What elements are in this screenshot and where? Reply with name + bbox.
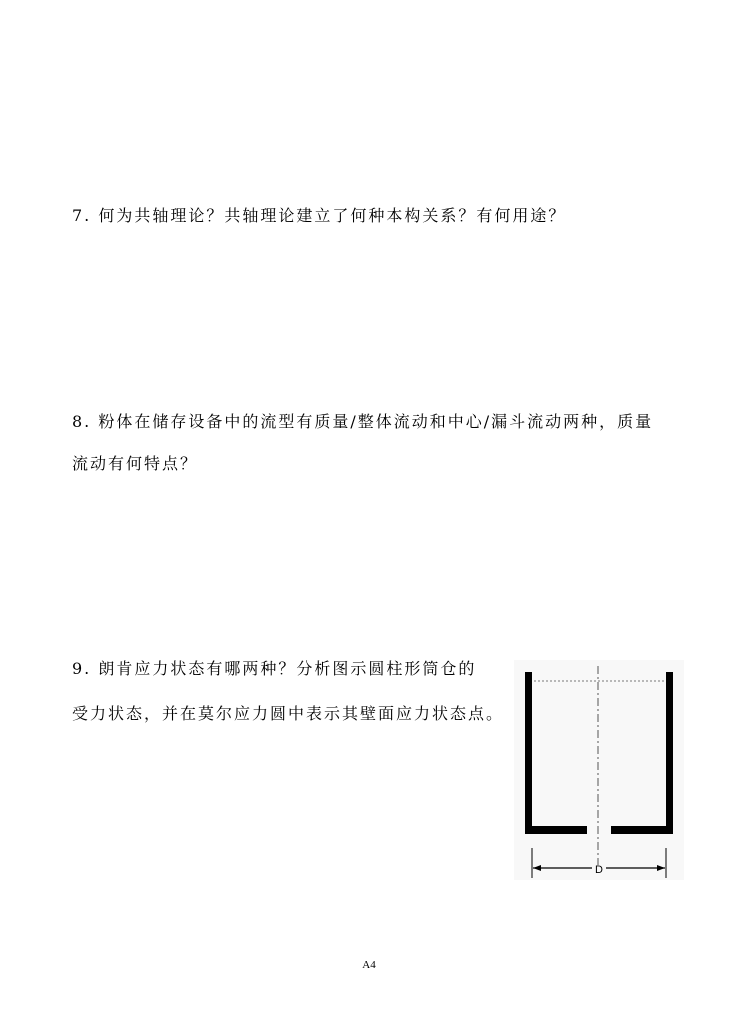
right-bottom — [611, 826, 673, 834]
question-8-line-2: 流动有何特点？ — [72, 454, 199, 473]
diagram-background — [514, 660, 684, 880]
left-wall — [525, 672, 532, 834]
right-wall — [666, 672, 673, 834]
dimension-label: D — [595, 864, 603, 876]
question-8-line-1: 8. 粉体在储存设备中的流型有质量/整体流动和中心/漏斗流动两种，质量 — [72, 412, 654, 431]
silo-diagram — [514, 660, 684, 880]
question-7: 7. 何为共轴理论？共轴理论建立了何种本构关系？有何用途？ — [72, 206, 567, 225]
page-footer: A4 — [362, 959, 376, 971]
left-bottom — [525, 826, 587, 834]
question-9-line-2: 受力状态，并在莫尔应力圆中表示其壁面应力状态点。 — [72, 704, 505, 723]
question-9-line-1: 9. 朗肯应力状态有哪两种？分析图示圆柱形筒仓的 — [72, 659, 477, 678]
